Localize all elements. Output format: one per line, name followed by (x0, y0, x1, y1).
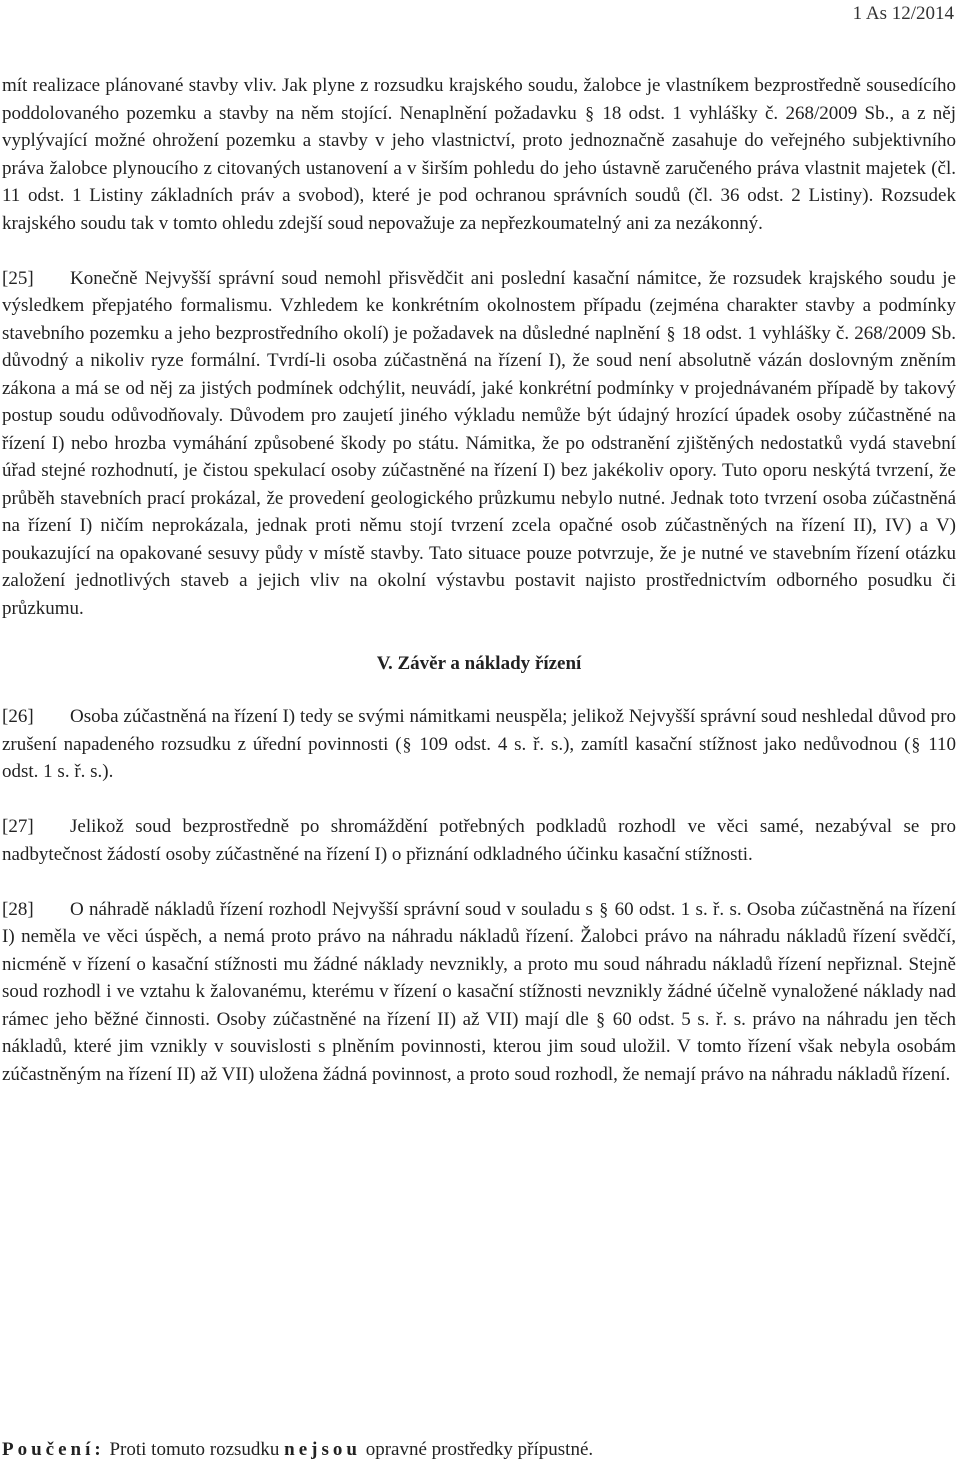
paragraph-text: 110 odst. 1 s. ř. s.). (2, 733, 956, 782)
appeal-notice-label: Poučení: (2, 1439, 105, 1460)
paragraph-text: O náhradě nákladů řízení rozhodl Nejvyšší správní soud v souladu s (70, 898, 599, 920)
paragraph-text: 60 odst. 1 s. ř. s. Osoba zúčastněná na řízení I) neměla ve věci úspěch, a nemá proto právo na náhradu nákladů řízení. Žalobci právo na náhradu nákladů řízení svědčí, nicméně v řízení o kasační stížnosti mu žádné náklady nevznikly, a proto mu soud náhradu nákladů řízení nepřiznal. Stejně soud rozhodl i ve vztahu k žalovanému, kterému v řízení o kasační stížnosti nevznikly žádné účelně vynaložené náklady nad rámec jeho běžné činnosti. Osoby zúčastněné na řízení II) až VII) mají dle (2, 898, 956, 1030)
paragraph-number: [26] (2, 706, 34, 727)
paragraph-25 (2, 265, 956, 623)
paragraph-text: Jelikož soud bezprostředně po shromáždění potřebných podkladů rozhodl ve věci samé, nezabýval se pro nadbytečnost žádostí osoby zúčastněné na řízení I) o přiznání odkladného účinku kasační stížnosti. (2, 816, 956, 865)
section-sign-icon: § (402, 733, 412, 754)
paragraph-text: 60 odst. 5 s. ř. s. právo na náhradu jen těch nákladů, které jim vznikly v souvislosti s plněním povinnosti, kterou jim soud uložil. V tomto řízení však nebyla osobám zúčastněným na řízení II) až VII) uložena žádná povinnost, a proto soud rozhodl, že nemají právo na náhradu nákladů řízení. (2, 1008, 956, 1085)
section-sign-icon: § (599, 898, 609, 919)
paragraph-number: [25] (2, 267, 34, 289)
appeal-notice-emphasis: nejsou (284, 1439, 361, 1460)
paragraph-intro (2, 72, 956, 237)
paragraph-27 (2, 813, 956, 868)
paragraph-text: 109 odst. 4 s. ř. s.), zamítl kasační stížnost jako nedůvodnou ( (412, 733, 911, 755)
paragraph-text: Osoba zúčastněná na řízení I) tedy se svými námitkami neuspěla; jelikož Nejvyšší správní soud neshledal důvod pro zrušení napadeného rozsudku z úřední povinnosti ( (2, 706, 956, 755)
paragraph-text: Konečně Nejvyšší správní soud nemohl přisvědčit ani poslední kasační námitce, že rozsudek krajského soudu je výsledkem přepjatého formalismu. Vzhledem ke konkrétním okolnostem případu (zejména charakter stavby a podmínky stavebního pozemku a jeho bezprostředního okolí) je požadavek na důsledné naplnění (2, 267, 956, 344)
paragraph-text: 18 odst. 1 vyhlášky č. 268/2009 Sb. důvodný a nikoliv ryze formální. Tvrdí-li osoba zúčastněná na řízení I), že soud není absolutně vázán doslovným zněním zákona a má se od něj za jistých podmínek odchýlit, neuvádí, jaké konkrétní podmínky v projednávaném případě by takový postup soudu odůvodňovaly. Důvodem pro zaujetí jiného výkladu nemůže být údajný hrozící úpadek osoby zúčastněné na řízení I) nebo hrozba vymáhání způsobené škody po státu. Námitka, že po odstranění zjištěných nedostatků vydá stavební úřad stejné rozhodnutí, je čistou spekulací osoby zúčastněné na řízení I) bez jakékoliv opory. Tuto oporu neskýtá tvrzení, že průběh stavebních prací prokázal, že provedení geologického průzkumu nebylo nutné. Jednak toto tvrzení osoba zúčastněná na řízení I) ničím neprokázala, jednak proti němu stojí tvrzení zcela opačné osob zúčastněných na řízení II), IV) a V) poukazující na opakované sesuvy půdy v místě stavby. Tato situace pouze potvrzuje, že je nutné ve stavebním řízení otázku založení jednotlivých staveb a jejich vliv na okolní výstavbu postavit najisto prostřednictvím odborného posudku či průzkumu. (2, 322, 956, 619)
appeal-notice-text: opravné prostředky přípustné. (360, 1439, 594, 1460)
paragraph-28 (2, 896, 956, 1089)
paragraph-text: mít realizace plánované stavby vliv. Jak plyne z rozsudku krajského soudu, žalobce je vlastníkem bezprostředně sousedícího poddolovaného pozemku a stavby na něm stojící. Nenaplnění požadavku (2, 75, 956, 124)
section-sign-icon: § (666, 322, 676, 343)
document-body (2, 72, 956, 1116)
paragraph-text: 18 odst. 1 vyhlášky č. 268/2009 Sb., a z něj vyplývající možné ohrožení pozemku a stavby v jeho vlastnictví, proto jednoznačně zasahuje do veřejného subjektivního práva žalobce plynoucího z citovaných ustanovení a v širším pohledu do jeho ústavně zaručeného práva vlastnit majetek (čl. 11 odst. 1 Listiny základních práv a svobod), které je pod ochranou správních soudů (čl. 36 odst. 2 Listiny). Rozsudek krajského soudu tak v tomto ohledu zdejší soud nepovažuje za nepřezkoumatelný ani za nezákonný. (2, 102, 956, 234)
paragraph-number: [28] (2, 898, 34, 920)
section-sign-icon: § (911, 733, 921, 754)
paragraph-number: [27] (2, 816, 34, 837)
paragraph-26 (2, 703, 956, 786)
section-sign-icon: § (585, 102, 595, 123)
section-sign-icon: § (596, 1008, 606, 1029)
case-number-header: 1 As 12/2014 (852, 3, 954, 24)
section-heading: V. Závěr a náklady řízení (376, 652, 582, 674)
appeal-notice (2, 1436, 956, 1464)
appeal-notice-text: Proti tomuto rozsudku (104, 1439, 285, 1460)
